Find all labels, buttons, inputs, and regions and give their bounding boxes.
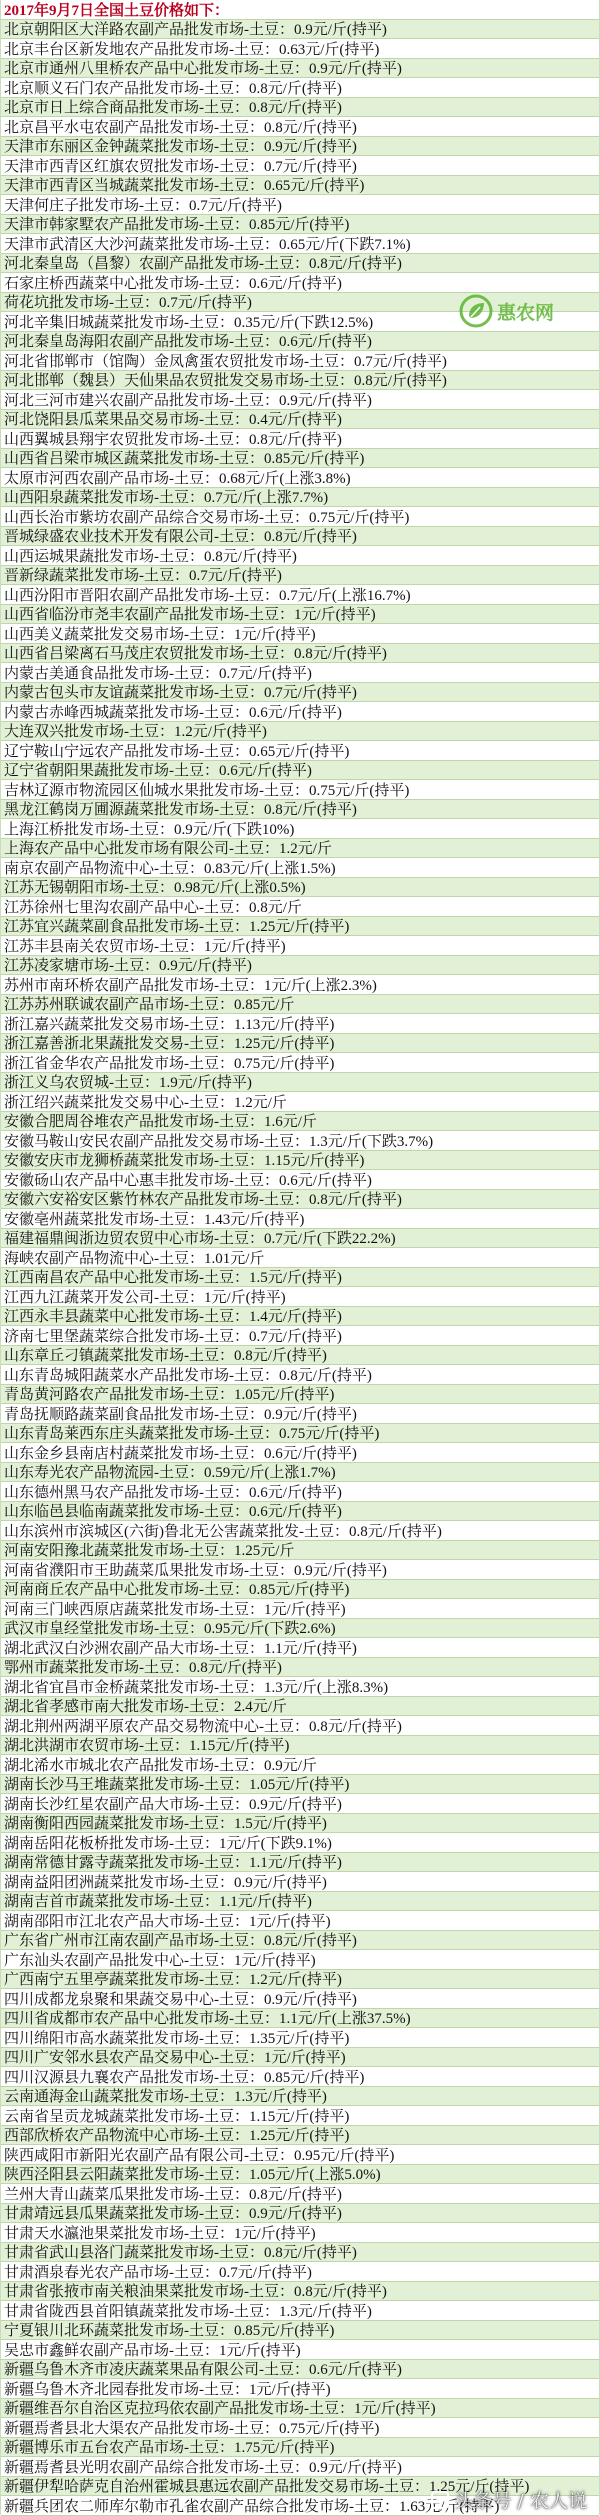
list-item: 江西南昌农产品中心批发市场-土豆：1.5元/斤(持平) (1, 1268, 599, 1288)
list-item: 西部欣桥农产品物流中心市场-土豆：1.25元/斤(持平) (1, 2126, 599, 2146)
list-item: 湖北省宜昌市金桥蔬菜批发市场-土豆：1.3元/斤(上涨8.3%) (1, 1677, 599, 1697)
list-item: 湖南益阳团洲蔬菜批发市场-土豆：0.9元/斤(持平) (1, 1872, 599, 1892)
list-item: 青岛黄河路农产品批发市场-土豆：1.05元/斤(持平) (1, 1385, 599, 1405)
list-item: 四川成都龙泉聚和果蔬交易中心-土豆：0.9元/斤(持平) (1, 1989, 599, 2009)
list-item: 大连双兴批发市场-土豆：1.2元/斤(持平) (1, 722, 599, 742)
list-item: 太原市河西农副产品市场-土豆：0.68元/斤(上涨3.8%) (1, 468, 599, 488)
list-item: 云南省呈贡龙城蔬菜批发市场-土豆：1.15元/斤(持平) (1, 2106, 599, 2126)
list-item: 浙江嘉兴蔬菜批发交易市场-土豆：1.13元/斤(持平) (1, 1014, 599, 1034)
list-item: 新疆焉耆县北大渠农产品批发市场-土豆：0.75元/斤(持平) (1, 2418, 599, 2438)
list-item: 新疆博乐市五台农产品市场-土豆：1.75元/斤(持平) (1, 2438, 599, 2458)
list-item: 山西美义蔬菜批发交易市场-土豆：1元/斤(持平) (1, 624, 599, 644)
list-item: 山西汾阳市晋阳农副产品批发市场-土豆：0.7元/斤(上涨16.7%) (1, 585, 599, 605)
list-item: 山东临邑县临南蔬菜批发市场-土豆：0.6元/斤(持平) (1, 1502, 599, 1522)
list-item: 内蒙古赤峰西城蔬菜批发市场-土豆：0.6元/斤(持平) (1, 702, 599, 722)
list-item: 江苏凌家塘市场-土豆：0.9元/斤(持平) (1, 956, 599, 976)
list-item: 山东青岛城阳蔬菜水产品批发市场-土豆：0.8元/斤(持平) (1, 1365, 599, 1385)
list-item: 浙江省金华农产品批发市场-土豆：0.75元/斤(持平) (1, 1053, 599, 1073)
list-item: 河南省濮阳市王助蔬菜瓜果批发市场-土豆：0.9元/斤(持平) (1, 1560, 599, 1580)
list-item: 山西省吕梁离石马茂庄农贸批发市场-土豆：0.8元/斤(持平) (1, 644, 599, 664)
list-item: 吴忠市鑫鲜农副产品市场-土豆：1元/斤(持平) (1, 2340, 599, 2360)
list-item: 北京昌平水屯农副产品批发市场-土豆：0.8元/斤(持平) (1, 117, 599, 137)
list-item: 山西运城果蔬批发市场-土豆：0.8元/斤(持平) (1, 546, 599, 566)
list-item: 甘肃天水瀛池果菜批发市场-土豆：1元/斤(持平) (1, 2223, 599, 2243)
list-item: 甘肃省张掖市南关粮油果菜批发市场-土豆：0.8元/斤(持平) (1, 2282, 599, 2302)
list-item: 天津何庄子批发市场-土豆：0.7元/斤(持平) (1, 195, 599, 215)
list-item: 陕西泾阳县云阳蔬菜批发市场-土豆：1.05元/斤(上涨5.0%) (1, 2165, 599, 2185)
list-item: 辽宁鞍山宁远农产品批发市场-土豆：0.65元/斤(持平) (1, 741, 599, 761)
list-item: 新疆焉耆县光明农副产品综合批发市场-土豆：0.9元/斤(持平) (1, 2457, 599, 2477)
list-item: 湖北武汉白沙洲农副产品大市场-土豆：1.1元/斤(持平) (1, 1638, 599, 1658)
list-item: 湖南长沙红星农副产品大市场-土豆：0.9元/斤(持平) (1, 1794, 599, 1814)
list-item: 宁夏银川北环蔬菜批发市场-土豆：0.85元/斤(持平) (1, 2321, 599, 2341)
list-item: 内蒙古美通食品批发市场-土豆：0.7元/斤(持平) (1, 663, 599, 683)
list-item: 晋新绿蔬菜批发市场-土豆：0.7元/斤(持平) (1, 566, 599, 586)
list-item: 山东德州黑马农产品批发市场-土豆：0.6元/斤(持平) (1, 1482, 599, 1502)
list-item: 甘肃省陇西县首阳镇蔬菜批发市场-土豆：1.3元/斤(持平) (1, 2301, 599, 2321)
list-item: 新疆乌鲁木齐北园春批发市场-土豆：1元/斤(持平) (1, 2379, 599, 2399)
list-item: 广东汕头农副产品批发中心-土豆：1元/斤(持平) (1, 1950, 599, 1970)
list-item: 济南七里堡蔬菜综合批发市场-土豆：0.7元/斤(持平) (1, 1326, 599, 1346)
list-item: 山西省吕梁市城区蔬菜批发市场-土豆：0.85元/斤(持平) (1, 449, 599, 469)
list-item: 青岛抚顺路蔬菜副食品批发市场-土豆：0.9元/斤(持平) (1, 1404, 599, 1424)
list-item: 山西翼城县翔宇农贸批发市场-土豆：0.8元/斤(持平) (1, 429, 599, 449)
list-item: 江西九江蔬菜开发公司-土豆：1元/斤(持平) (1, 1287, 599, 1307)
list-item: 河北三河市建兴农副产品批发市场-土豆：0.9元/斤(持平) (1, 390, 599, 410)
list-item: 晋城绿盛农业技术开发有限公司-土豆：0.8元/斤(持平) (1, 527, 599, 547)
list-item: 天津市东丽区金钟蔬菜批发市场-土豆：0.9元/斤(持平) (1, 137, 599, 157)
list-item: 河北秦皇岛（昌黎）农副产品批发市场-土豆：0.8元/斤(持平) (1, 254, 599, 274)
toutiao-icon (431, 2491, 449, 2509)
list-item: 上海江桥批发市场-土豆：0.9元/斤(下跌10%) (1, 819, 599, 839)
list-item: 山东寿光农产品物流园-土豆：0.59元/斤(上涨1.7%) (1, 1463, 599, 1483)
list-item: 安徽六安裕安区紫竹林农产品批发市场-土豆：0.8元/斤(持平) (1, 1190, 599, 1210)
list-item: 广东省广州市江南农副产品市场-土豆：0.8元/斤(持平) (1, 1931, 599, 1951)
list-item: 北京市通州八里桥农产品中心批发市场-土豆：0.9元/斤(持平) (1, 59, 599, 79)
list-item: 湖南常德甘露寺蔬菜批发市场-土豆：1.1元/斤(持平) (1, 1853, 599, 1873)
list-item: 广西南宁五里亭蔬菜批发市场-土豆：1.2元/斤(持平) (1, 1970, 599, 1990)
list-item: 山西长治市紫坊农副产品综合交易市场-土豆：0.75元/斤(持平) (1, 507, 599, 527)
list-item: 甘肃酒泉春光农产品市场-土豆：0.7元/斤(持平) (1, 2262, 599, 2282)
list-item: 荷花坑批发市场-土豆：0.7元/斤(持平) (1, 293, 599, 313)
list-item: 江苏丰县南关农贸市场-土豆：1元/斤(持平) (1, 936, 599, 956)
list-item: 甘肃靖远县瓜果蔬菜批发市场-土豆：0.9元/斤(持平) (1, 2204, 599, 2224)
list-item: 内蒙古包头市友谊蔬菜批发市场-土豆：0.7元/斤(持平) (1, 683, 599, 703)
list-item: 四川广安邻水县农产品交易中心-土豆：1元/斤(持平) (1, 2048, 599, 2068)
list-item: 山东章丘刁镇蔬菜批发市场-土豆：0.8元/斤(持平) (1, 1346, 599, 1366)
list-item: 湖南邵阳市江北农产品大市场-土豆：1元/斤(持平) (1, 1911, 599, 1931)
list-item: 福建福鼎闽浙边贸农贸中心市场-土豆：0.7元/斤(下跌22.2%) (1, 1229, 599, 1249)
list-item: 河北辛集旧城蔬菜批发市场-土豆：0.35元/斤(下跌12.5%) (1, 312, 599, 332)
list-item: 安徽砀山农产品中心惠丰批发市场-土豆：0.6元/斤(持平) (1, 1170, 599, 1190)
list-item: 江苏徐州七里沟农副产品中心-土豆：0.8元/斤 (1, 897, 599, 917)
list-item: 新疆维吾尔自治区克拉玛依农副产品批发市场-土豆：1元/斤(持平) (1, 2399, 599, 2419)
logo-text: 惠农网 (497, 301, 555, 324)
list-item: 新疆伊犁哈萨克自治州霍城县惠远农副产品批发交易市场-土豆：1.25元/斤(持平) (1, 2477, 599, 2497)
list-item: 四川省成都市农产品中心批发市场-土豆：1.1元/斤(上涨37.5%) (1, 2009, 599, 2029)
list-item: 江西永丰县蔬菜中心批发市场-土豆：1.4元/斤(持平) (1, 1307, 599, 1327)
list-item: 江苏苏州联诚农副产品市场-土豆：0.85元/斤 (1, 995, 599, 1015)
huinong-logo (459, 290, 559, 332)
list-item: 天津市西青区当城蔬菜批发市场-土豆：0.65元/斤(持平) (1, 176, 599, 196)
list-item: 辽宁省朝阳果蔬批发市场-土豆：0.6元/斤(持平) (1, 761, 599, 781)
list-item: 苏州市南环桥农副产品批发市场-土豆：1元/斤(上涨2.3%) (1, 975, 599, 995)
list-item: 安徽合肥周谷堆农产品批发市场-土豆：1.6元/斤 (1, 1112, 599, 1132)
list-item: 湖北浠水市城北农产品批发市场-土豆：0.9元/斤 (1, 1755, 599, 1775)
list-item: 天津市西青区红旗农贸批发市场-土豆：0.7元/斤(持平) (1, 156, 599, 176)
list-item: 湖北洪湖市农贸市场-土豆：1.15元/斤(持平) (1, 1736, 599, 1756)
list-item: 新疆兵团农二师库尔勒市孔雀农副产品综合批发市场-土豆：1.63元/斤(持平) (1, 2496, 599, 2516)
list-item: 天津市韩家墅农产品批发市场-土豆：0.85元/斤(持平) (1, 215, 599, 235)
list-item: 山东青岛莱西东庄头蔬菜批发市场-土豆：0.75元/斤(持平) (1, 1424, 599, 1444)
list-item: 安徽马鞍山安民农副产品批发交易市场-土豆：1.3元/斤(下跌3.7%) (1, 1131, 599, 1151)
list-item: 江苏无锡朝阳市场-土豆：0.98元/斤(上涨0.5%) (1, 878, 599, 898)
list-item: 河北省邯郸市（馆陶）金凤禽蛋农贸批发市场-土豆：0.7元/斤(持平) (1, 351, 599, 371)
list-item: 山东金乡县南店村蔬菜批发市场-土豆：0.6元/斤(持平) (1, 1443, 599, 1463)
list-item: 海峡农副产品物流中心-土豆：1.01元/斤 (1, 1248, 599, 1268)
list-item: 湖南岳阳花板桥批发市场-土豆：1元/斤(下跌9.1%) (1, 1833, 599, 1853)
list-item: 安徽亳州蔬菜批发市场-土豆：1.43元/斤(持平) (1, 1209, 599, 1229)
list-item: 陕西咸阳市新阳光农副产品有限公司-土豆：0.95元/斤(持平) (1, 2145, 599, 2165)
list-item: 北京市日上综合商品批发市场-土豆：0.8元/斤(持平) (1, 98, 599, 118)
list-item: 新疆乌鲁木齐市凌庆蔬菜果品有限公司-土豆：0.6元/斤(持平) (1, 2360, 599, 2380)
watermark-text: 头条号 / 农人说 (454, 2490, 587, 2512)
list-item: 河北饶阳县瓜菜果品交易市场-土豆：0.4元/斤(持平) (1, 410, 599, 430)
list-item: 山西阳泉蔬菜批发市场-土豆：0.7元/斤(上涨7.7%) (1, 488, 599, 508)
list-item: 兰州大青山蔬菜瓜果批发市场-土豆：0.8元/斤(持平) (1, 2184, 599, 2204)
list-item: 云南通海金山蔬菜批发市场-土豆：1.3元/斤(持平) (1, 2087, 599, 2107)
list-item: 河北邯郸（魏县）天仙果品农贸批发交易市场-土豆：0.8元/斤(持平) (1, 371, 599, 391)
list-item: 上海农产品中心批发市场有限公司-土豆：1.2元/斤 (1, 839, 599, 859)
list-item: 北京朝阳区大洋路农副产品批发市场-土豆：0.9元/斤(持平) (1, 20, 599, 40)
list-item: 石家庄桥西蔬菜中心批发市场-土豆：0.6元/斤(持平) (1, 273, 599, 293)
list-item: 山西省临汾市尧丰农副产品批发市场-土豆：1元/斤(持平) (1, 605, 599, 625)
list-item: 北京丰台区新发地农产品批发市场-土豆：0.63元/斤(持平) (1, 39, 599, 59)
page-title: 2017年9月7日全国土豆价格如下： (1, 0, 599, 20)
list-item: 浙江绍兴蔬菜批发交易中心-土豆：1.2元/斤 (1, 1092, 599, 1112)
list-item: 吉林辽源市物流园区仙城水果批发市场-土豆：0.75元/斤(持平) (1, 780, 599, 800)
list-item: 浙江嘉善浙北果蔬批发交易-土豆：1.25元/斤(持平) (1, 1034, 599, 1054)
list-item: 湖北荆州两湖平原农产品交易物流中心-土豆：0.8元/斤(持平) (1, 1716, 599, 1736)
leaf-logo-icon (459, 294, 493, 328)
watermark (431, 2486, 587, 2513)
list-item: 北京顺义石门农产品批发市场-土豆：0.8元/斤(持平) (1, 78, 599, 98)
list-item: 四川绵阳市高水蔬菜批发市场-土豆：1.35元/斤(持平) (1, 2028, 599, 2048)
list-item: 湖北省孝感市南大批发市场-土豆：2.4元/斤 (1, 1697, 599, 1717)
list-item: 浙江义乌农贸城-土豆：1.9元/斤(持平) (1, 1073, 599, 1093)
list-item: 湖南长沙马王堆蔬菜批发市场-土豆：1.05元/斤(持平) (1, 1775, 599, 1795)
list-item: 四川汉源县九襄农产品批发市场-土豆：0.85元/斤(持平) (1, 2067, 599, 2087)
list-item: 黑龙江鹤岗万圃源蔬菜批发市场-土豆：0.8元/斤(持平) (1, 800, 599, 820)
list-item: 天津市武清区大沙河蔬菜批发市场-土豆：0.65元/斤(下跌7.1%) (1, 234, 599, 254)
list-item: 南京农副产品物流中心-土豆：0.83元/斤(上涨1.5%) (1, 858, 599, 878)
list-item: 武汉市皇经堂批发市场-土豆：0.95元/斤(下跌2.6%) (1, 1619, 599, 1639)
list-item: 河南安阳豫北蔬菜批发市场-土豆：1.25元/斤 (1, 1541, 599, 1561)
list-item: 甘肃省武山县洛门蔬菜批发市场-土豆：0.8元/斤(持平) (1, 2243, 599, 2263)
list-item: 河北秦皇岛海阳农副产品批发市场-土豆：0.6元/斤(持平) (1, 332, 599, 352)
list-item: 鄂州市蔬菜批发市场-土豆：0.8元/斤(持平) (1, 1658, 599, 1678)
list-item: 河南商丘农产品中心批发市场-土豆：0.85元/斤(持平) (1, 1580, 599, 1600)
list-item: 湖南吉首市蔬菜批发市场-土豆：1.1元/斤(持平) (1, 1892, 599, 1912)
list-item: 湖南衡阳西园蔬菜批发市场-土豆：1.5元/斤(持平) (1, 1814, 599, 1834)
list-item: 山东滨州市滨城区(六街)鲁北无公害蔬菜批发-土豆：0.8元/斤(持平) (1, 1521, 599, 1541)
list-item: 河南三门峡西原店蔬菜批发市场-土豆：1元/斤(持平) (1, 1599, 599, 1619)
list-item: 江苏宜兴蔬菜副食品批发市场-土豆：1.25元/斤(持平) (1, 917, 599, 937)
list-item: 安徽安庆市龙狮桥蔬菜批发市场-土豆：1.15元/斤(持平) (1, 1151, 599, 1171)
